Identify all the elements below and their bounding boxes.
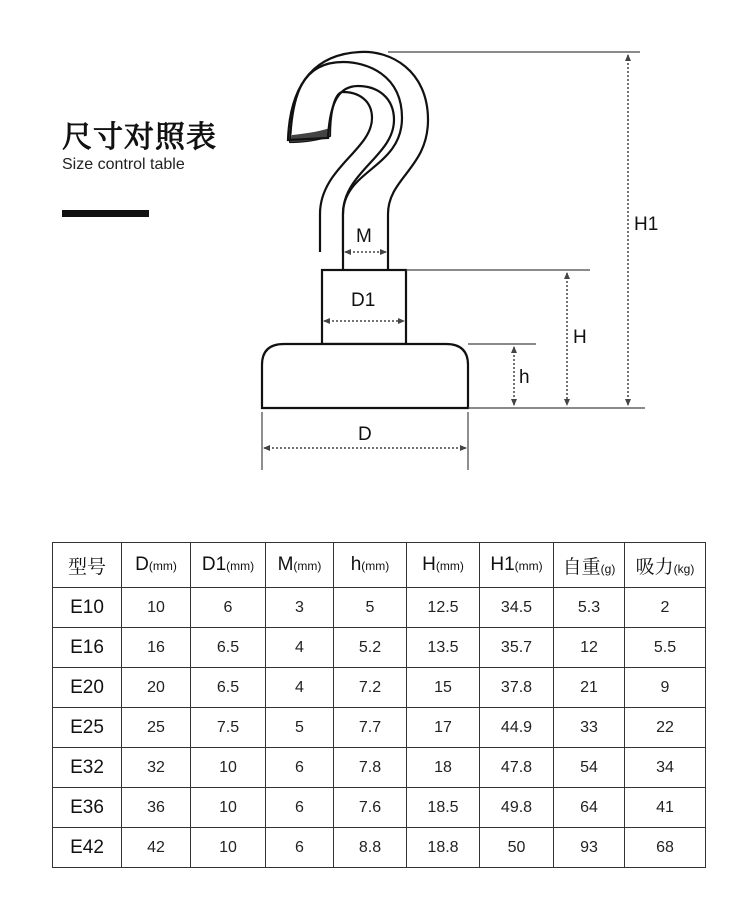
page-subtitle: Size control table bbox=[62, 156, 185, 173]
cell-m: 5 bbox=[266, 708, 334, 748]
header-small-h: h(mm) bbox=[334, 543, 407, 588]
cell-d: 32 bbox=[122, 748, 191, 788]
header-d: D(mm) bbox=[122, 543, 191, 588]
cell-small-h: 5.2 bbox=[334, 628, 407, 668]
cell-pull-force: 5.5 bbox=[625, 628, 706, 668]
hook-bend-right bbox=[388, 120, 428, 214]
table-row bbox=[53, 628, 706, 668]
cell-pull-force: 2 bbox=[625, 588, 706, 628]
cell-model: E36 bbox=[53, 788, 122, 828]
cell-weight: 54 bbox=[554, 748, 625, 788]
cell-model: E16 bbox=[53, 628, 122, 668]
cell-weight: 33 bbox=[554, 708, 625, 748]
label-h1: H1 bbox=[634, 214, 659, 235]
cell-small-h: 7.7 bbox=[334, 708, 407, 748]
dim-small-h-arrow-bottom bbox=[511, 399, 517, 406]
label-d: D bbox=[358, 424, 372, 445]
label-d1: D1 bbox=[351, 290, 376, 311]
cell-pull-force: 9 bbox=[625, 668, 706, 708]
page-title: 尺寸对照表 bbox=[62, 120, 217, 155]
cell-h1: 37.8 bbox=[480, 668, 554, 708]
cell-d1: 10 bbox=[191, 828, 266, 868]
cell-d: 42 bbox=[122, 828, 191, 868]
cell-d1: 10 bbox=[191, 748, 266, 788]
dim-small-h-arrow-top bbox=[511, 346, 517, 353]
cell-d1: 6 bbox=[191, 588, 266, 628]
cell-h1: 35.7 bbox=[480, 628, 554, 668]
dim-h1-arrow-top bbox=[625, 54, 631, 61]
header-d1: D1(mm) bbox=[191, 543, 266, 588]
cell-small-h: 8.8 bbox=[334, 828, 407, 868]
cell-weight: 21 bbox=[554, 668, 625, 708]
cell-weight: 93 bbox=[554, 828, 625, 868]
cell-h: 17 bbox=[407, 708, 480, 748]
cell-pull-force: 68 bbox=[625, 828, 706, 868]
table-row bbox=[53, 668, 706, 708]
cell-d: 25 bbox=[122, 708, 191, 748]
header-h: H(mm) bbox=[407, 543, 480, 588]
cell-pull-force: 34 bbox=[625, 748, 706, 788]
cell-model: E25 bbox=[53, 708, 122, 748]
table-header-row bbox=[53, 543, 706, 588]
cell-pull-force: 22 bbox=[625, 708, 706, 748]
cell-h: 18 bbox=[407, 748, 480, 788]
base-body bbox=[262, 344, 468, 408]
cell-h: 18.8 bbox=[407, 828, 480, 868]
cell-m: 4 bbox=[266, 628, 334, 668]
dim-h-arrow-top bbox=[564, 272, 570, 279]
cell-d: 10 bbox=[122, 588, 191, 628]
cell-d1: 7.5 bbox=[191, 708, 266, 748]
cell-small-h: 7.2 bbox=[334, 668, 407, 708]
cell-d1: 6.5 bbox=[191, 668, 266, 708]
cell-d1: 10 bbox=[191, 788, 266, 828]
cell-small-h: 5 bbox=[334, 588, 407, 628]
cell-h1: 44.9 bbox=[480, 708, 554, 748]
dim-h1-arrow-bottom bbox=[625, 399, 631, 406]
label-h: H bbox=[573, 327, 587, 348]
cell-small-h: 7.8 bbox=[334, 748, 407, 788]
label-small-h: h bbox=[519, 367, 530, 388]
cell-h: 12.5 bbox=[407, 588, 480, 628]
dim-d-arrow-right bbox=[460, 445, 467, 451]
cell-model: E20 bbox=[53, 668, 122, 708]
table-row bbox=[53, 788, 706, 828]
cell-weight: 5.3 bbox=[554, 588, 625, 628]
header-m: M(mm) bbox=[266, 543, 334, 588]
cell-m: 6 bbox=[266, 748, 334, 788]
header-h1: H1(mm) bbox=[480, 543, 554, 588]
dim-h-arrow-bottom bbox=[564, 399, 570, 406]
table-row bbox=[53, 748, 706, 788]
cell-h1: 49.8 bbox=[480, 788, 554, 828]
header-weight: 自重(g) bbox=[554, 543, 625, 588]
cell-d: 20 bbox=[122, 668, 191, 708]
cell-small-h: 7.6 bbox=[334, 788, 407, 828]
cell-h1: 47.8 bbox=[480, 748, 554, 788]
cell-d: 36 bbox=[122, 788, 191, 828]
label-m: M bbox=[356, 226, 372, 247]
cell-h1: 34.5 bbox=[480, 588, 554, 628]
header-pull-force: 吸力(kg) bbox=[625, 543, 706, 588]
cell-h: 18.5 bbox=[407, 788, 480, 828]
dim-d-arrow-left bbox=[263, 445, 270, 451]
cell-m: 4 bbox=[266, 668, 334, 708]
header-model: 型号 bbox=[53, 543, 122, 588]
cell-pull-force: 41 bbox=[625, 788, 706, 828]
cell-h: 13.5 bbox=[407, 628, 480, 668]
cell-model: E10 bbox=[53, 588, 122, 628]
cell-d: 16 bbox=[122, 628, 191, 668]
size-table bbox=[52, 542, 706, 868]
table-row bbox=[53, 828, 706, 868]
cell-weight: 64 bbox=[554, 788, 625, 828]
cell-model: E32 bbox=[53, 748, 122, 788]
cell-h1: 50 bbox=[480, 828, 554, 868]
table-row bbox=[53, 588, 706, 628]
table-row bbox=[53, 708, 706, 748]
cell-d1: 6.5 bbox=[191, 628, 266, 668]
cell-h: 15 bbox=[407, 668, 480, 708]
cell-weight: 12 bbox=[554, 628, 625, 668]
cell-m: 6 bbox=[266, 788, 334, 828]
cell-model: E42 bbox=[53, 828, 122, 868]
cell-m: 3 bbox=[266, 588, 334, 628]
cell-m: 6 bbox=[266, 828, 334, 868]
